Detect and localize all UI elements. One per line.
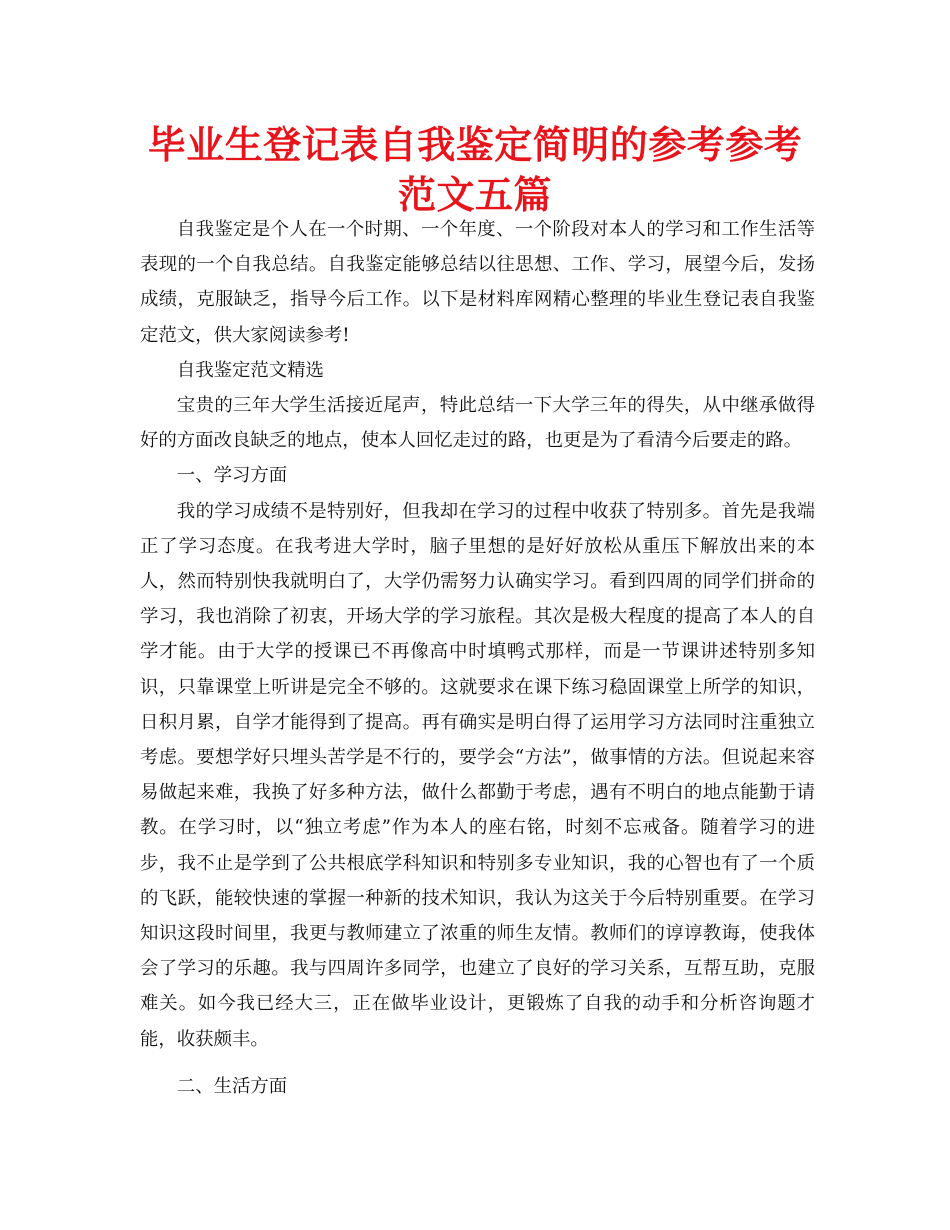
document-body	[140, 212, 815, 1104]
section-heading-study: 一、学习方面	[176, 465, 288, 487]
page-title: 毕业生登记表自我鉴定简明的参考参考范文五篇	[147, 123, 803, 217]
section-heading: 自我鉴定范文精选	[176, 359, 324, 381]
body-paragraph: 宝贵的三年大学生活接近尾声，特此总结一下大学三年的得失，从中继承做得好的方面改良缺乏的地点，使本人回忆走过的路，也更是为了看清今后要走的路。	[140, 395, 815, 452]
section-heading-life: 二、生活方面	[176, 1075, 288, 1097]
intro-paragraph: 自我鉴定是个人在一个时期、一个年度、一个阶段对本人的学习和工作生活等表现的一个自我总结。自我鉴定能够总结以往思想、工作、学习，展望今后，发扬成绩，克服缺乏，指导今后工作。以下是材料库网精心整理的毕业生登记表自我鉴定范文，供大家阅读参考!	[140, 219, 815, 346]
body-paragraph-study: 我的学习成绩不是特别好，但我却在学习的过程中收获了特别多。首先是我端正了学习态度。在我考进大学时，脑子里想的是好好放松从重压下解放出来的本人，然而特别快我就明白了，大学仍需努力认确实学习。看到四周的同学们拼命的学习，我也消除了初衷，开场大学的学习旅程。其次是极大程度的提高了本人的自学才能。由于大学的授课已不再像高中时填鸭式那样，而是一节课讲述特别多知识，只靠课堂上听讲是完全不够的。这就要求在课下练习稳固课堂上所学的知识，日积月累，自学才能得到了提高。再有确实是明白得了运用学习方法同时注重独立考虑。要想学好只埋头苦学是不行的，要学会“方法”，做事情的方法。但说起来容易做起来难，我换了好多种方法，做什么都勤于考虑，遇有不明白的地点能勤于请教。在学习时，以“独立考虑”作为本人的座右铭，时刻不忘戒备。随着学习的进步，我不止是学到了公共根底学科知识和特别多专业知识，我的心智也有了一个质的飞跃，能较快速的掌握一种新的技术知识，我认为这关于今后特别重要。在学习知识这段时间里，我更与教师建立了浓重的师生友情。教师们的谆谆教诲，使我体会了学习的乐趣。我与四周许多同学，也建立了良好的学习关系，互帮互助，克服难关。如今我已经大三，正在做毕业设计，更锻炼了自我的动手和分析咨询题才能，收获颇丰。	[140, 500, 815, 1050]
